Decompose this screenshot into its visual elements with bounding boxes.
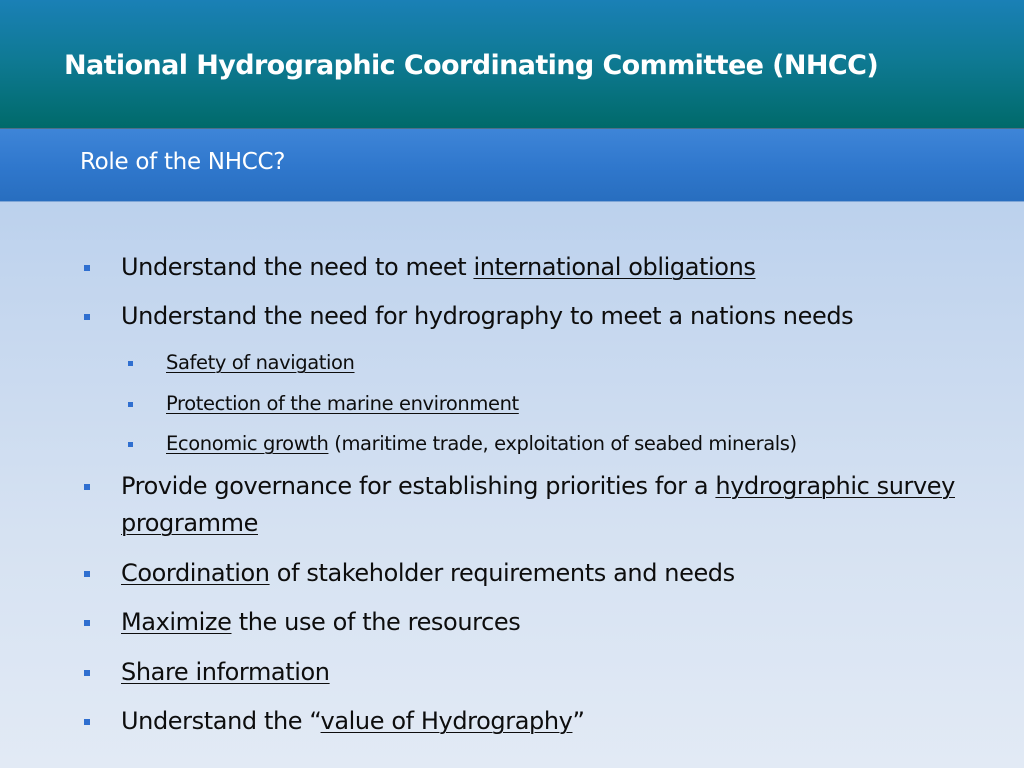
bullet-text: Understand the need to meet xyxy=(121,253,474,281)
subtitle-bar xyxy=(0,129,1024,202)
square-bullet-icon xyxy=(84,484,90,490)
square-bullet-icon xyxy=(128,442,133,447)
square-bullet-icon xyxy=(84,670,90,676)
bullet-maximize xyxy=(121,604,1001,641)
bullet-value-of-hydrography xyxy=(121,703,1001,740)
bullet-nations-needs xyxy=(121,298,1001,335)
bullet-text-after: (maritime trade, exploitation of seabed minerals) xyxy=(328,432,797,455)
bullet-coordination xyxy=(121,555,1001,592)
slide-subtitle: Role of the NHCC? xyxy=(80,149,286,175)
bullet-international-obligations xyxy=(121,249,1001,286)
bullet-text-after: ” xyxy=(572,707,585,735)
bullet-link[interactable]: Protection of the marine environment xyxy=(166,392,519,415)
title-bar xyxy=(0,0,1024,129)
bullet-link[interactable]: Maximize xyxy=(121,608,232,636)
square-bullet-icon xyxy=(128,361,133,366)
bullet-link[interactable]: Economic growth xyxy=(166,432,329,455)
bullet-governance xyxy=(121,468,1001,542)
sub-bullet-safety-of-navigation xyxy=(166,348,966,378)
square-bullet-icon xyxy=(84,719,90,725)
bullet-text-after: of stakeholder requirements and needs xyxy=(269,559,735,587)
square-bullet-icon xyxy=(128,402,133,407)
square-bullet-icon xyxy=(84,571,90,577)
bullet-text: Understand the “ xyxy=(121,707,321,735)
sub-bullet-marine-environment xyxy=(166,389,966,419)
sub-bullet-economic-growth xyxy=(166,429,966,459)
bullet-link[interactable]: Coordination xyxy=(121,559,270,587)
slide-title: National Hydrographic Coordinating Committee (NHCC) xyxy=(64,50,879,81)
bullet-text: Provide governance for establishing priorities for a xyxy=(121,472,716,500)
bullet-text: Understand the need for hydrography to meet a nations needs xyxy=(121,302,854,330)
bullet-link[interactable]: Safety of navigation xyxy=(166,351,355,374)
bullet-share-information xyxy=(121,654,1001,691)
bullet-link[interactable]: international obligations xyxy=(473,253,756,281)
square-bullet-icon xyxy=(84,265,90,271)
square-bullet-icon xyxy=(84,620,90,626)
bullet-link[interactable]: value of Hydrography xyxy=(320,707,573,735)
bullet-text-after: the use of the resources xyxy=(231,608,521,636)
bullet-link[interactable]: hydrographic survey programme xyxy=(121,472,955,537)
square-bullet-icon xyxy=(84,314,90,320)
bullet-link[interactable]: Share information xyxy=(121,658,330,686)
